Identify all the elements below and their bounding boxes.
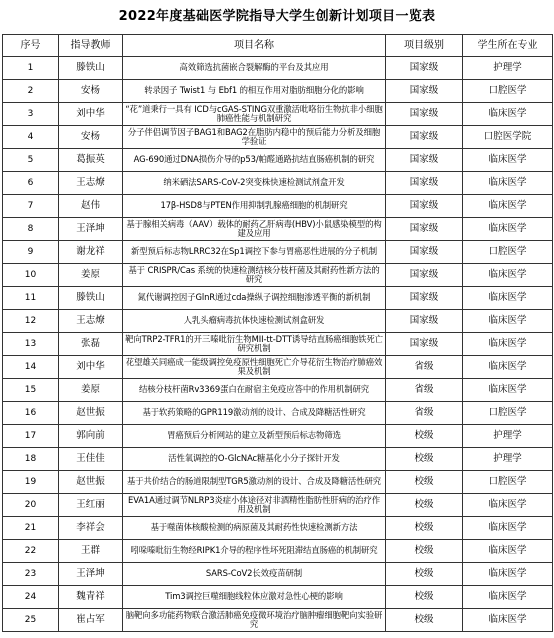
row-project-name: 活性氧调控的O-GlcNAc糖基化小分子探针开发 bbox=[123, 448, 386, 471]
row-project-name: 靶向TRP2-TFR1的开三嗪吡衍生物MII-tt-DTT诱导结直肠癌细胞铁死亡研究机制 bbox=[123, 333, 386, 356]
row-teacher: 安杨 bbox=[59, 80, 123, 103]
row-project-name: 17β-HSD8与PTEN作用抑制乳腺癌细胞的机制研究 bbox=[123, 195, 386, 218]
row-project-name: 胃癌预后分析网站的建立及新型预后标志物筛选 bbox=[123, 425, 386, 448]
row-project-name: 转录因子 Twist1 与 Ebf1 的相互作用对脂肪细胞分化的影响 bbox=[123, 80, 386, 103]
row-major: 临床医学 bbox=[463, 517, 553, 540]
row-major: 临床医学 bbox=[463, 103, 553, 126]
row-index: 10 bbox=[3, 264, 59, 287]
row-level: 国家级 bbox=[386, 80, 463, 103]
row-teacher: 王志燎 bbox=[59, 310, 123, 333]
row-project-name: 结核分枝杆菌Rv3369蛋白在耐宿主免疫应答中的作用机制研究 bbox=[123, 379, 386, 402]
table-row bbox=[3, 517, 553, 540]
row-major: 临床医学 bbox=[463, 494, 553, 517]
row-index: 15 bbox=[3, 379, 59, 402]
row-project-name: 基于软药策略的GPR119激动剂的设计、合成及降糖活性研究 bbox=[123, 402, 386, 425]
row-major: 临床医学 bbox=[463, 563, 553, 586]
table-row bbox=[3, 218, 553, 241]
row-major: 临床医学 bbox=[463, 310, 553, 333]
row-level: 省级 bbox=[386, 402, 463, 425]
row-level: 国家级 bbox=[386, 310, 463, 333]
table-row bbox=[3, 425, 553, 448]
row-level: 校级 bbox=[386, 586, 463, 609]
row-level: 校级 bbox=[386, 563, 463, 586]
row-level: 国家级 bbox=[386, 241, 463, 264]
row-teacher: 王红丽 bbox=[59, 494, 123, 517]
row-level: 国家级 bbox=[386, 195, 463, 218]
header-major: 学生所在专业 bbox=[463, 35, 553, 57]
row-teacher: 赵伟 bbox=[59, 195, 123, 218]
row-index: 19 bbox=[3, 471, 59, 494]
row-project-name: SARS-CoV2长效疫苗研制 bbox=[123, 563, 386, 586]
row-index: 4 bbox=[3, 126, 59, 149]
row-index: 16 bbox=[3, 402, 59, 425]
row-index: 25 bbox=[3, 609, 59, 632]
table-row bbox=[3, 609, 553, 632]
document-title: 2022年度基础医学院指导大学生创新计划项目一览表 bbox=[118, 9, 436, 24]
row-index: 1 bbox=[3, 57, 59, 80]
row-major: 口腔医学 bbox=[463, 80, 553, 103]
table-row bbox=[3, 356, 553, 379]
row-major: 口腔医学院 bbox=[463, 126, 553, 149]
table-row bbox=[3, 241, 553, 264]
row-index: 6 bbox=[3, 172, 59, 195]
row-index: 7 bbox=[3, 195, 59, 218]
row-level: 校级 bbox=[386, 448, 463, 471]
row-index: 12 bbox=[3, 310, 59, 333]
row-teacher: 姜原 bbox=[59, 379, 123, 402]
row-teacher: 张磊 bbox=[59, 333, 123, 356]
row-level: 国家级 bbox=[386, 287, 463, 310]
row-level: 省级 bbox=[386, 379, 463, 402]
table-row bbox=[3, 333, 553, 356]
row-level: 国家级 bbox=[386, 149, 463, 172]
row-level: 国家级 bbox=[386, 103, 463, 126]
row-index: 8 bbox=[3, 218, 59, 241]
row-level: 校级 bbox=[386, 540, 463, 563]
row-level: 国家级 bbox=[386, 218, 463, 241]
row-major: 临床医学 bbox=[463, 172, 553, 195]
row-teacher: 郭向前 bbox=[59, 425, 123, 448]
row-teacher: 王佳佳 bbox=[59, 448, 123, 471]
table-row bbox=[3, 264, 553, 287]
row-level: 校级 bbox=[386, 609, 463, 632]
row-major: 临床医学 bbox=[463, 218, 553, 241]
table-row bbox=[3, 80, 553, 103]
row-project-name: AG-690通过DNA损伤介导的p53/帕醛通路抗结直肠癌机制的研究 bbox=[123, 149, 386, 172]
row-index: 20 bbox=[3, 494, 59, 517]
table-row bbox=[3, 172, 553, 195]
row-project-name: 吲哚嗪吡衍生物经RIPK1介导的程序性坏死阻滞结直肠癌的机制研究 bbox=[123, 540, 386, 563]
row-major: 临床医学 bbox=[463, 195, 553, 218]
table-row bbox=[3, 586, 553, 609]
row-major: 临床医学 bbox=[463, 379, 553, 402]
row-teacher: 刘中华 bbox=[59, 356, 123, 379]
row-level: 国家级 bbox=[386, 126, 463, 149]
row-teacher: 葛振英 bbox=[59, 149, 123, 172]
row-level: 国家级 bbox=[386, 333, 463, 356]
header-teacher: 指导教师 bbox=[59, 35, 123, 57]
row-index: 24 bbox=[3, 586, 59, 609]
table-row bbox=[3, 126, 553, 149]
row-project-name: Tim3调控巨噬细胞线粒体应激对急性心梗的影响 bbox=[123, 586, 386, 609]
row-level: 国家级 bbox=[386, 172, 463, 195]
row-teacher: 滕铁山 bbox=[59, 287, 123, 310]
row-index: 5 bbox=[3, 149, 59, 172]
table-row bbox=[3, 379, 553, 402]
table-row bbox=[3, 448, 553, 471]
row-index: 14 bbox=[3, 356, 59, 379]
row-project-name: 基于共价结合的肠道限制型TGR5激动剂的设计、合成及降糖活性研究 bbox=[123, 471, 386, 494]
row-major: 临床医学 bbox=[463, 540, 553, 563]
row-level: 校级 bbox=[386, 517, 463, 540]
header-index: 序号 bbox=[3, 35, 59, 57]
table-row bbox=[3, 494, 553, 517]
row-index: 11 bbox=[3, 287, 59, 310]
table-row bbox=[3, 103, 553, 126]
row-major: 护理学 bbox=[463, 57, 553, 80]
row-major: 临床医学 bbox=[463, 287, 553, 310]
row-project-name: 氮代谢调控因子GlnR通过cda操纵子调控细胞渗透平衡的新机制 bbox=[123, 287, 386, 310]
table-row bbox=[3, 310, 553, 333]
row-major: 口腔医学 bbox=[463, 402, 553, 425]
table-row bbox=[3, 540, 553, 563]
row-major: 口腔医学 bbox=[463, 471, 553, 494]
row-project-name: 新型预后标志物LRRC32在Sp1调控下参与胃癌恶性进展的分子机制 bbox=[123, 241, 386, 264]
row-major: 临床医学 bbox=[463, 149, 553, 172]
project-table bbox=[2, 34, 553, 632]
row-project-name: 花望雄关同癌成一能级调控免疫原性细胞死亡介导花衍生物治疗肺癌效果及机制 bbox=[123, 356, 386, 379]
header-project-name: 项目名称 bbox=[123, 35, 386, 57]
row-teacher: 赵世振 bbox=[59, 471, 123, 494]
row-major: 口腔医学 bbox=[463, 241, 553, 264]
row-project-name: 基于 CRISPR/Cas 系统的快速检测结核分枝杆菌及其耐药性新方法的研究 bbox=[123, 264, 386, 287]
table-row bbox=[3, 402, 553, 425]
row-major: 护理学 bbox=[463, 425, 553, 448]
row-level: 校级 bbox=[386, 425, 463, 448]
row-project-name: 人乳头瘤病毒抗体快速检测试剂盒研发 bbox=[123, 310, 386, 333]
row-project-name: 基于腺相关病毒（AAV）载体的耐药乙肝病毒(HBV)小鼠感染模型的构建及应用 bbox=[123, 218, 386, 241]
row-major: 护理学 bbox=[463, 448, 553, 471]
table-row bbox=[3, 287, 553, 310]
row-index: 13 bbox=[3, 333, 59, 356]
row-project-name: 分子伴侣调节因子BAG1和BAG2在脂肪内稳中的预后能力分析及细胞学验证 bbox=[123, 126, 386, 149]
row-major: 临床医学 bbox=[463, 333, 553, 356]
row-project-name: 纳米硒法SARS-CoV-2突变株快速检测试剂盒开发 bbox=[123, 172, 386, 195]
row-teacher: 王泽坤 bbox=[59, 563, 123, 586]
row-level: 校级 bbox=[386, 471, 463, 494]
row-teacher: 安杨 bbox=[59, 126, 123, 149]
row-teacher: 魏青祥 bbox=[59, 586, 123, 609]
row-level: 国家级 bbox=[386, 264, 463, 287]
row-index: 9 bbox=[3, 241, 59, 264]
row-teacher: 姜原 bbox=[59, 264, 123, 287]
row-teacher: 谢龙祥 bbox=[59, 241, 123, 264]
row-teacher: 崔占军 bbox=[59, 609, 123, 632]
row-teacher: 王志燎 bbox=[59, 172, 123, 195]
row-index: 18 bbox=[3, 448, 59, 471]
row-index: 3 bbox=[3, 103, 59, 126]
row-teacher: 赵世振 bbox=[59, 402, 123, 425]
row-index: 21 bbox=[3, 517, 59, 540]
row-teacher: 刘中华 bbox=[59, 103, 123, 126]
row-level: 省级 bbox=[386, 356, 463, 379]
row-teacher: 滕铁山 bbox=[59, 57, 123, 80]
table-row bbox=[3, 563, 553, 586]
row-major: 临床医学 bbox=[463, 356, 553, 379]
header-level: 项目级别 bbox=[386, 35, 463, 57]
table-row bbox=[3, 195, 553, 218]
row-teacher: 王泽坤 bbox=[59, 218, 123, 241]
row-teacher: 王群 bbox=[59, 540, 123, 563]
row-index: 2 bbox=[3, 80, 59, 103]
row-project-name: 高效筛选抗菌嵌合裂解酶的平台及其应用 bbox=[123, 57, 386, 80]
table-body bbox=[3, 57, 553, 632]
row-project-name: 脑靶向多功能药物联合激活肺癌免疫微环境治疗脑肿瘤细胞靶向实验研究 bbox=[123, 609, 386, 632]
table-row bbox=[3, 149, 553, 172]
row-index: 22 bbox=[3, 540, 59, 563]
row-level: 国家级 bbox=[386, 57, 463, 80]
row-project-name: “花”道秉行一具有 ICD与cGAS-STING双重激活吡咯衍生物抗非小细胞肺癌性能与机制研究 bbox=[123, 103, 386, 126]
table-row bbox=[3, 57, 553, 80]
row-index: 23 bbox=[3, 563, 59, 586]
table-row bbox=[3, 471, 553, 494]
row-index: 17 bbox=[3, 425, 59, 448]
row-major: 临床医学 bbox=[463, 264, 553, 287]
row-major: 临床医学 bbox=[463, 586, 553, 609]
row-project-name: EVA1A通过调节NLRP3炎症小体途径对非酒精性脂肪性肝病的治疗作用及机制 bbox=[123, 494, 386, 517]
row-project-name: 基于噬菌体核酸检测的病原菌及其耐药性快速检测新方法 bbox=[123, 517, 386, 540]
row-major: 临床医学 bbox=[463, 609, 553, 632]
row-level: 校级 bbox=[386, 494, 463, 517]
table-header-row bbox=[3, 35, 553, 57]
row-teacher: 李祥会 bbox=[59, 517, 123, 540]
